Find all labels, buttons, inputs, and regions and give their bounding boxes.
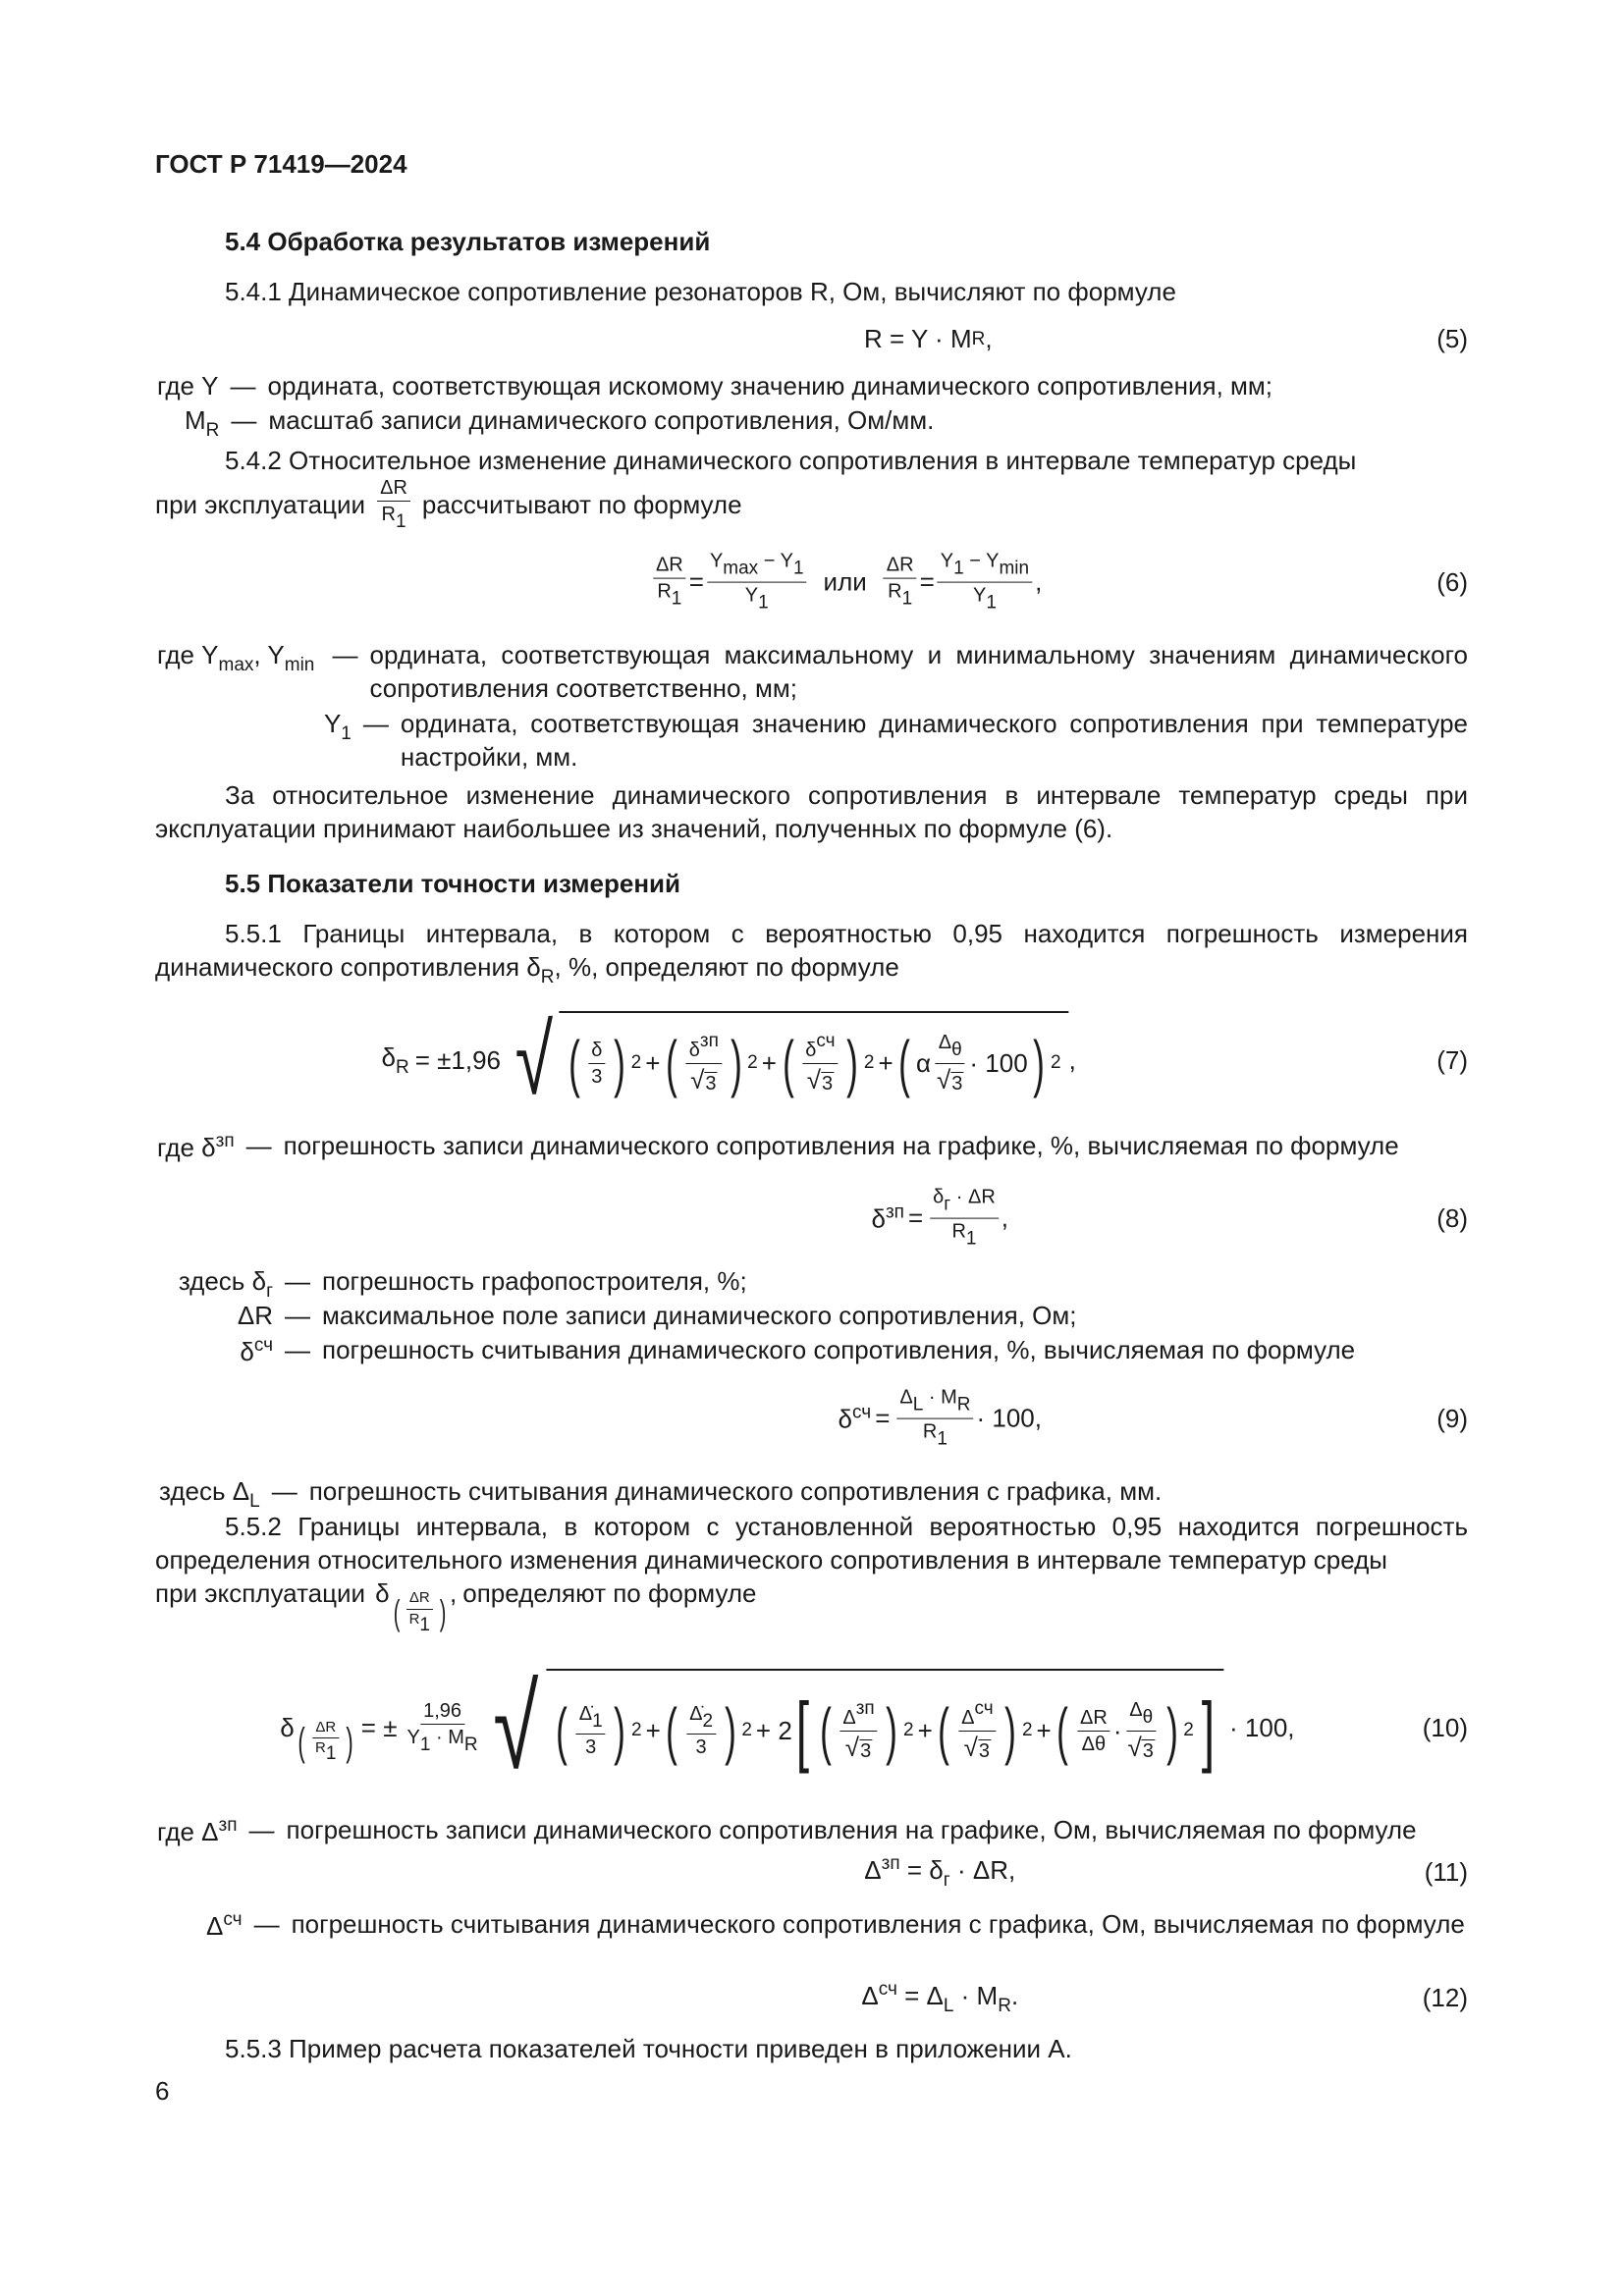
formula-11: $\Delta^{зп} = \delta_г \cdot \Delta R$, (11) <box>864 1852 1468 1891</box>
definition-y1: $Y_1$ — ордината, соответствующая значению динамического сопротивления при температуре настройки, мм. <box>323 709 1468 773</box>
definition-Delta-zp: где $\Delta^{зп}$ — погрешность записи динамического сопротивления на графике, Ом, вычисляемая по формуле <box>157 1815 1417 1846</box>
paragraph-5-5-2: 5.5.2 Границы интервала, в котором с установленной вероятностью 0,95 находится погрешность определения относительного изменения динамического сопротивления в интервале температур среды <box>155 1512 1468 1575</box>
paragraph-5-5-3: 5.5.3 Пример расчета показателей точности приведен в приложении А. <box>225 2034 1072 2063</box>
paragraph-5-4-final: За относительное изменение динамического сопротивления в интервале температур среды при эксплуатации принимают наибольшее из значений, полученных по формуле (6). <box>155 780 1468 844</box>
formula-10: δ ( $\frac{\Delta R}{R1}$ ) = ± $\frac{1,96}{Y1 \cdot MR}$ √ ( $\frac{\Deltȧ1}{3}$ ) 2 + ( $\frac{\Deltȧ2}{3}$ ) 2 + 2 [ ( Δзп √ 3 ) 2 + ( Δсч √ 3 ) 2 + ( $\frac{\Delta R}{\Delta\theta}$ · Δθ √ 3 ) 2 ] · 100, (10) <box>280 1662 1468 1793</box>
section-5-5-title: 5.5 Показатели точности измерений <box>225 869 681 898</box>
formula-12-number: (12) <box>1422 1982 1468 2012</box>
formula-9-number: (9) <box>1436 1403 1468 1433</box>
formula-9: $\delta^{сч}$ = $\frac{\Delta L \cdot MR}{R1}$ · 100, (9) <box>838 1386 1468 1450</box>
definition-y: где Y — ордината, соответствующая искомому значению динамического сопротивления, мм; <box>157 371 1273 400</box>
paragraph-5-4-1: 5.4.1 Динамическое сопротивление резонаторов R, Ом, вычисляют по формуле <box>225 277 1176 306</box>
definition-delta-l: здесь $\Delta_L$ — погрешность считывания динамического сопротивления с графика, мм. <box>159 1476 1163 1512</box>
formula-11-number: (11) <box>1424 1856 1468 1887</box>
formula-5: R = Y · M R , (5) <box>295 294 1468 383</box>
definition-Delta-sch: $\Delta^{сч}$ — погрешность считывания динамического сопротивления с графика, Ом, вычисляемая по формуле <box>206 1909 1465 1941</box>
definition-ymax-ymin: где $Y_{max}$, $Y_{min}$ — ордината, соответствующая максимальному и минимальному значениям динамического сопротивления соответственно, мм; <box>157 640 1468 704</box>
paragraph-5-5-2-continued: при эксплуатации δ ( $\frac{\Delta R}{R1}$ ) , определяют по формуле <box>155 1578 757 1635</box>
formula-6-number: (6) <box>1436 566 1468 597</box>
definition-mr: $M_R$ — масштаб записи динамического сопротивления, Ом/мм. <box>185 405 935 441</box>
formula-10-number: (10) <box>1422 1712 1468 1742</box>
definition-delta-r: ΔR — максимальное поле записи динамического сопротивления, Ом; <box>237 1301 1077 1330</box>
standard-number: ГОСТ Р 71419—2024 <box>155 149 407 179</box>
paragraph-5-5-1: 5.5.1 Границы интервала, в котором с вероятностью 0,95 находится погрешность измерения динамического сопротивления $\delta_R$, %, определяют по формуле <box>155 919 1468 988</box>
section-5-4-title: 5.4 Обработка результатов измерений <box>225 227 711 256</box>
formula-8: $\delta^{зп}$ = $\frac{\delta г \cdot \Delta R}{R1}$ , (8) <box>871 1186 1468 1250</box>
formula-5-number: (5) <box>1436 323 1468 353</box>
definition-delta-g: здесь $\delta_г$ — погрешность графопостроителя, %; <box>178 1266 747 1302</box>
formula-7: $\delta_R$ = ±1,96 √ ( $\frac{\delta}{3}$ ) 2 + ( δзп √ 3 ) 2 + ( δсч √ 3 ) 2 + ( α Δθ √ 3 · 100 ) 2 , (7) <box>381 1005 1468 1115</box>
formula-12: $\Delta^{сч} = \Delta_L \cdot M_R$. (12) <box>861 1978 1468 2016</box>
page-number: 6 <box>155 2076 170 2106</box>
formula-8-number: (8) <box>1436 1202 1468 1233</box>
definition-delta-sch: $\delta^{сч}$ — погрешность считывания динамического сопротивления, %, вычисляемая по формуле <box>240 1335 1356 1366</box>
formula-6: $\frac{\Delta R}{R1}$ = $\frac{Ymax - Y1}{Y1}$ или $\frac{\Delta R}{R1}$ = $\frac{Y1 - Ymin}{Y1}$ , (6) <box>295 538 1468 626</box>
paragraph-5-4-2-continued: при эксплуатации $\frac{\Delta R}{R1}$ рассчитывают по формуле <box>155 477 742 532</box>
definition-delta-zp: где $\delta^{зп}$ — погрешность записи динамического сопротивления на графике, %, вычисляемая по формуле <box>157 1131 1399 1162</box>
paragraph-5-4-2: 5.4.2 Относительное изменение динамического сопротивления в интервале температур среды <box>225 446 1357 475</box>
formula-7-number: (7) <box>1436 1044 1468 1075</box>
